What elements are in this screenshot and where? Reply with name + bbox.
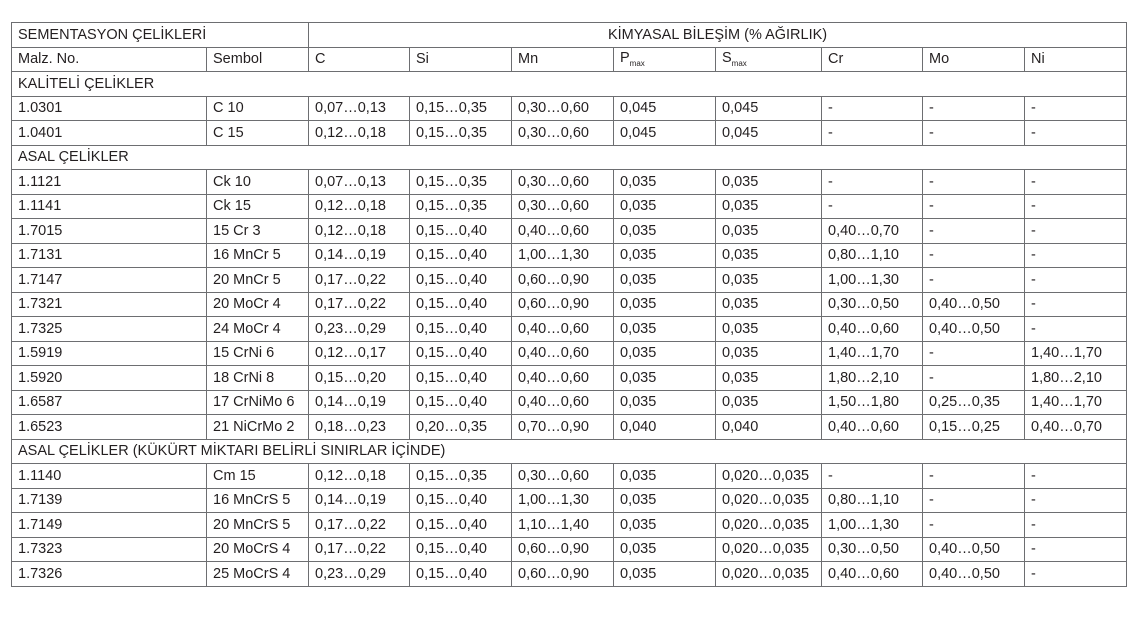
cell-mo: - bbox=[923, 341, 1025, 366]
cell-mn: 0,40…0,60 bbox=[512, 366, 614, 391]
table-row bbox=[12, 194, 1127, 219]
cell-mn: 0,60…0,90 bbox=[512, 537, 614, 562]
cell-sembol: Ck 10 bbox=[207, 170, 309, 195]
cell-malz-no: 1.1141 bbox=[12, 194, 207, 219]
cell-mo: - bbox=[923, 268, 1025, 293]
cell-cr: 1,00…1,30 bbox=[822, 268, 923, 293]
cell-mo: - bbox=[923, 488, 1025, 513]
cell-p: 0,035 bbox=[614, 268, 716, 293]
cell-c: 0,12…0,17 bbox=[309, 341, 410, 366]
cell-s: 0,045 bbox=[716, 121, 822, 146]
cell-mo: - bbox=[923, 170, 1025, 195]
cell-ni: - bbox=[1025, 562, 1127, 587]
cell-mo: 0,25…0,35 bbox=[923, 390, 1025, 415]
cell-malz-no: 1.0301 bbox=[12, 96, 207, 121]
cell-s: 0,035 bbox=[716, 170, 822, 195]
cell-ni: - bbox=[1025, 243, 1127, 268]
cell-s: 0,035 bbox=[716, 366, 822, 391]
cell-c: 0,07…0,13 bbox=[309, 170, 410, 195]
cell-c: 0,12…0,18 bbox=[309, 194, 410, 219]
section-row bbox=[12, 439, 1127, 464]
cell-sembol: 16 MnCr 5 bbox=[207, 243, 309, 268]
cell-s: 0,035 bbox=[716, 243, 822, 268]
cell-c: 0,15…0,20 bbox=[309, 366, 410, 391]
table-title: SEMENTASYON ÇELİKLERİ bbox=[12, 23, 309, 48]
cell-mn: 0,30…0,60 bbox=[512, 194, 614, 219]
cell-mn: 0,40…0,60 bbox=[512, 390, 614, 415]
cell-s: 0,035 bbox=[716, 268, 822, 293]
cell-s: 0,035 bbox=[716, 390, 822, 415]
table-row bbox=[12, 96, 1127, 121]
header-mn: Mn bbox=[512, 47, 614, 72]
header-malz-no: Malz. No. bbox=[12, 47, 207, 72]
cell-si: 0,15…0,40 bbox=[410, 488, 512, 513]
cell-mn: 0,30…0,60 bbox=[512, 96, 614, 121]
cell-cr: - bbox=[822, 96, 923, 121]
cell-cr: 0,30…0,50 bbox=[822, 292, 923, 317]
cell-sembol: 15 CrNi 6 bbox=[207, 341, 309, 366]
cell-cr: 0,40…0,60 bbox=[822, 317, 923, 342]
cell-cr: - bbox=[822, 170, 923, 195]
section-title: ASAL ÇELİKLER bbox=[12, 145, 1127, 170]
header-s-label: S bbox=[722, 50, 732, 67]
cell-s: 0,035 bbox=[716, 292, 822, 317]
cell-c: 0,23…0,29 bbox=[309, 562, 410, 587]
cell-ni: - bbox=[1025, 513, 1127, 538]
cell-ni: - bbox=[1025, 292, 1127, 317]
cell-ni: - bbox=[1025, 488, 1127, 513]
cell-c: 0,18…0,23 bbox=[309, 415, 410, 440]
cell-malz-no: 1.7323 bbox=[12, 537, 207, 562]
cell-malz-no: 1.6523 bbox=[12, 415, 207, 440]
cell-c: 0,14…0,19 bbox=[309, 243, 410, 268]
cell-s: 0,040 bbox=[716, 415, 822, 440]
cell-ni: 1,40…1,70 bbox=[1025, 390, 1127, 415]
cell-p: 0,035 bbox=[614, 243, 716, 268]
cell-p: 0,035 bbox=[614, 537, 716, 562]
cell-ni: 1,40…1,70 bbox=[1025, 341, 1127, 366]
cell-p: 0,035 bbox=[614, 341, 716, 366]
table-row bbox=[12, 537, 1127, 562]
cell-si: 0,15…0,35 bbox=[410, 464, 512, 489]
cell-sembol: 18 CrNi 8 bbox=[207, 366, 309, 391]
cell-p: 0,035 bbox=[614, 562, 716, 587]
cell-ni: - bbox=[1025, 219, 1127, 244]
cell-s: 0,045 bbox=[716, 96, 822, 121]
cell-sembol: 16 MnCrS 5 bbox=[207, 488, 309, 513]
cell-mn: 0,60…0,90 bbox=[512, 268, 614, 293]
cell-s: 0,020…0,035 bbox=[716, 513, 822, 538]
cell-cr: - bbox=[822, 194, 923, 219]
table-row bbox=[12, 268, 1127, 293]
table-row bbox=[12, 390, 1127, 415]
cell-cr: 1,40…1,70 bbox=[822, 341, 923, 366]
cell-s: 0,035 bbox=[716, 341, 822, 366]
cell-c: 0,14…0,19 bbox=[309, 488, 410, 513]
table-row bbox=[12, 562, 1127, 587]
cell-sembol: 20 MnCr 5 bbox=[207, 268, 309, 293]
table-row bbox=[12, 243, 1127, 268]
cell-sembol: 21 NiCrMo 2 bbox=[207, 415, 309, 440]
cell-p: 0,035 bbox=[614, 488, 716, 513]
cell-si: 0,15…0,40 bbox=[410, 243, 512, 268]
cell-malz-no: 1.7325 bbox=[12, 317, 207, 342]
cell-sembol: C 10 bbox=[207, 96, 309, 121]
cell-p: 0,045 bbox=[614, 121, 716, 146]
cell-mo: 0,40…0,50 bbox=[923, 292, 1025, 317]
cell-ni: - bbox=[1025, 170, 1127, 195]
cell-p: 0,035 bbox=[614, 317, 716, 342]
cell-s: 0,020…0,035 bbox=[716, 562, 822, 587]
cell-c: 0,12…0,18 bbox=[309, 219, 410, 244]
cell-ni: - bbox=[1025, 317, 1127, 342]
cell-mn: 0,40…0,60 bbox=[512, 219, 614, 244]
cell-si: 0,15…0,35 bbox=[410, 194, 512, 219]
cell-s: 0,020…0,035 bbox=[716, 537, 822, 562]
cell-si: 0,15…0,40 bbox=[410, 292, 512, 317]
cell-mn: 1,00…1,30 bbox=[512, 243, 614, 268]
cell-si: 0,15…0,40 bbox=[410, 317, 512, 342]
section-title: ASAL ÇELİKLER (KÜKÜRT MİKTARI BELİRLİ SINIRLAR İÇİNDE) bbox=[12, 439, 1127, 464]
cell-cr: - bbox=[822, 464, 923, 489]
cell-p: 0,035 bbox=[614, 464, 716, 489]
cell-malz-no: 1.7015 bbox=[12, 219, 207, 244]
cell-cr: 1,80…2,10 bbox=[822, 366, 923, 391]
cell-mo: - bbox=[923, 464, 1025, 489]
cell-cr: - bbox=[822, 121, 923, 146]
cell-malz-no: 1.7149 bbox=[12, 513, 207, 538]
header-s-sub: max bbox=[731, 59, 747, 69]
table-row bbox=[12, 292, 1127, 317]
cell-s: 0,020…0,035 bbox=[716, 488, 822, 513]
cell-cr: 1,50…1,80 bbox=[822, 390, 923, 415]
cell-c: 0,17…0,22 bbox=[309, 537, 410, 562]
header-mo: Mo bbox=[923, 47, 1025, 72]
cell-cr: 0,30…0,50 bbox=[822, 537, 923, 562]
cell-s: 0,035 bbox=[716, 317, 822, 342]
table-row bbox=[12, 341, 1127, 366]
cell-sembol: 17 CrNiMo 6 bbox=[207, 390, 309, 415]
cell-mo: 0,40…0,50 bbox=[923, 317, 1025, 342]
title-row bbox=[12, 23, 1127, 48]
header-c: C bbox=[309, 47, 410, 72]
cell-c: 0,07…0,13 bbox=[309, 96, 410, 121]
cell-p: 0,040 bbox=[614, 415, 716, 440]
cell-ni: - bbox=[1025, 537, 1127, 562]
table-row bbox=[12, 488, 1127, 513]
cell-si: 0,15…0,40 bbox=[410, 219, 512, 244]
cell-mn: 0,70…0,90 bbox=[512, 415, 614, 440]
cell-malz-no: 1.1121 bbox=[12, 170, 207, 195]
cell-malz-no: 1.7321 bbox=[12, 292, 207, 317]
cell-mo: - bbox=[923, 243, 1025, 268]
cell-malz-no: 1.0401 bbox=[12, 121, 207, 146]
header-s bbox=[716, 47, 822, 72]
table-row bbox=[12, 121, 1127, 146]
cell-cr: 0,40…0,60 bbox=[822, 562, 923, 587]
cell-c: 0,17…0,22 bbox=[309, 268, 410, 293]
cell-mn: 0,30…0,60 bbox=[512, 464, 614, 489]
cell-p: 0,035 bbox=[614, 366, 716, 391]
cell-malz-no: 1.7131 bbox=[12, 243, 207, 268]
cell-sembol: 20 MnCrS 5 bbox=[207, 513, 309, 538]
cell-c: 0,23…0,29 bbox=[309, 317, 410, 342]
cell-mn: 0,60…0,90 bbox=[512, 292, 614, 317]
cell-ni: - bbox=[1025, 121, 1127, 146]
steel-composition-table bbox=[11, 22, 1127, 587]
cell-mo: 0,40…0,50 bbox=[923, 562, 1025, 587]
cell-mn: 0,40…0,60 bbox=[512, 317, 614, 342]
cell-mo: - bbox=[923, 219, 1025, 244]
cell-malz-no: 1.7147 bbox=[12, 268, 207, 293]
table-row bbox=[12, 464, 1127, 489]
cell-ni: - bbox=[1025, 96, 1127, 121]
cell-mo: - bbox=[923, 96, 1025, 121]
cell-mn: 0,30…0,60 bbox=[512, 170, 614, 195]
cell-malz-no: 1.6587 bbox=[12, 390, 207, 415]
cell-ni: 0,40…0,70 bbox=[1025, 415, 1127, 440]
section-row bbox=[12, 145, 1127, 170]
table-body bbox=[12, 23, 1127, 587]
cell-sembol: 20 MoCrS 4 bbox=[207, 537, 309, 562]
cell-mn: 1,10…1,40 bbox=[512, 513, 614, 538]
cell-mo: - bbox=[923, 121, 1025, 146]
table-row bbox=[12, 317, 1127, 342]
cell-p: 0,035 bbox=[614, 219, 716, 244]
header-sembol: Sembol bbox=[207, 47, 309, 72]
cell-si: 0,15…0,35 bbox=[410, 121, 512, 146]
cell-si: 0,20…0,35 bbox=[410, 415, 512, 440]
cell-cr: 0,40…0,70 bbox=[822, 219, 923, 244]
cell-ni: 1,80…2,10 bbox=[1025, 366, 1127, 391]
section-row bbox=[12, 72, 1127, 97]
cell-mo: - bbox=[923, 366, 1025, 391]
cell-p: 0,045 bbox=[614, 96, 716, 121]
header-p-sub: max bbox=[629, 59, 645, 69]
header-cr: Cr bbox=[822, 47, 923, 72]
cell-c: 0,14…0,19 bbox=[309, 390, 410, 415]
cell-cr: 0,80…1,10 bbox=[822, 243, 923, 268]
cell-mo: 0,15…0,25 bbox=[923, 415, 1025, 440]
section-title: KALİTELİ ÇELİKLER bbox=[12, 72, 1127, 97]
cell-ni: - bbox=[1025, 268, 1127, 293]
cell-s: 0,035 bbox=[716, 219, 822, 244]
composition-title: KİMYASAL BİLEŞİM (% AĞIRLIK) bbox=[309, 23, 1127, 48]
header-si: Si bbox=[410, 47, 512, 72]
cell-mn: 0,60…0,90 bbox=[512, 562, 614, 587]
cell-malz-no: 1.5920 bbox=[12, 366, 207, 391]
header-p bbox=[614, 47, 716, 72]
cell-malz-no: 1.7326 bbox=[12, 562, 207, 587]
table-row bbox=[12, 366, 1127, 391]
cell-cr: 0,40…0,60 bbox=[822, 415, 923, 440]
cell-si: 0,15…0,40 bbox=[410, 562, 512, 587]
cell-p: 0,035 bbox=[614, 170, 716, 195]
cell-sembol: Cm 15 bbox=[207, 464, 309, 489]
cell-si: 0,15…0,35 bbox=[410, 96, 512, 121]
cell-mo: - bbox=[923, 194, 1025, 219]
cell-si: 0,15…0,40 bbox=[410, 537, 512, 562]
cell-mo: - bbox=[923, 513, 1025, 538]
cell-si: 0,15…0,35 bbox=[410, 170, 512, 195]
cell-c: 0,17…0,22 bbox=[309, 292, 410, 317]
cell-p: 0,035 bbox=[614, 513, 716, 538]
cell-si: 0,15…0,40 bbox=[410, 390, 512, 415]
cell-c: 0,17…0,22 bbox=[309, 513, 410, 538]
cell-sembol: 15 Cr 3 bbox=[207, 219, 309, 244]
table-row bbox=[12, 219, 1127, 244]
cell-p: 0,035 bbox=[614, 194, 716, 219]
cell-si: 0,15…0,40 bbox=[410, 341, 512, 366]
table-row bbox=[12, 170, 1127, 195]
table-row bbox=[12, 513, 1127, 538]
table-row bbox=[12, 415, 1127, 440]
cell-c: 0,12…0,18 bbox=[309, 121, 410, 146]
cell-sembol: 20 MoCr 4 bbox=[207, 292, 309, 317]
cell-mn: 1,00…1,30 bbox=[512, 488, 614, 513]
cell-cr: 1,00…1,30 bbox=[822, 513, 923, 538]
cell-sembol: C 15 bbox=[207, 121, 309, 146]
header-ni: Ni bbox=[1025, 47, 1127, 72]
cell-si: 0,15…0,40 bbox=[410, 366, 512, 391]
cell-mo: 0,40…0,50 bbox=[923, 537, 1025, 562]
cell-c: 0,12…0,18 bbox=[309, 464, 410, 489]
cell-ni: - bbox=[1025, 464, 1127, 489]
cell-mn: 0,40…0,60 bbox=[512, 341, 614, 366]
cell-p: 0,035 bbox=[614, 292, 716, 317]
cell-s: 0,035 bbox=[716, 194, 822, 219]
header-row bbox=[12, 47, 1127, 72]
cell-cr: 0,80…1,10 bbox=[822, 488, 923, 513]
cell-malz-no: 1.1140 bbox=[12, 464, 207, 489]
cell-sembol: 24 MoCr 4 bbox=[207, 317, 309, 342]
cell-mn: 0,30…0,60 bbox=[512, 121, 614, 146]
cell-ni: - bbox=[1025, 194, 1127, 219]
cell-si: 0,15…0,40 bbox=[410, 268, 512, 293]
cell-sembol: 25 MoCrS 4 bbox=[207, 562, 309, 587]
cell-malz-no: 1.7139 bbox=[12, 488, 207, 513]
cell-sembol: Ck 15 bbox=[207, 194, 309, 219]
cell-p: 0,035 bbox=[614, 390, 716, 415]
cell-malz-no: 1.5919 bbox=[12, 341, 207, 366]
header-p-label: P bbox=[620, 50, 630, 67]
cell-s: 0,020…0,035 bbox=[716, 464, 822, 489]
cell-si: 0,15…0,40 bbox=[410, 513, 512, 538]
